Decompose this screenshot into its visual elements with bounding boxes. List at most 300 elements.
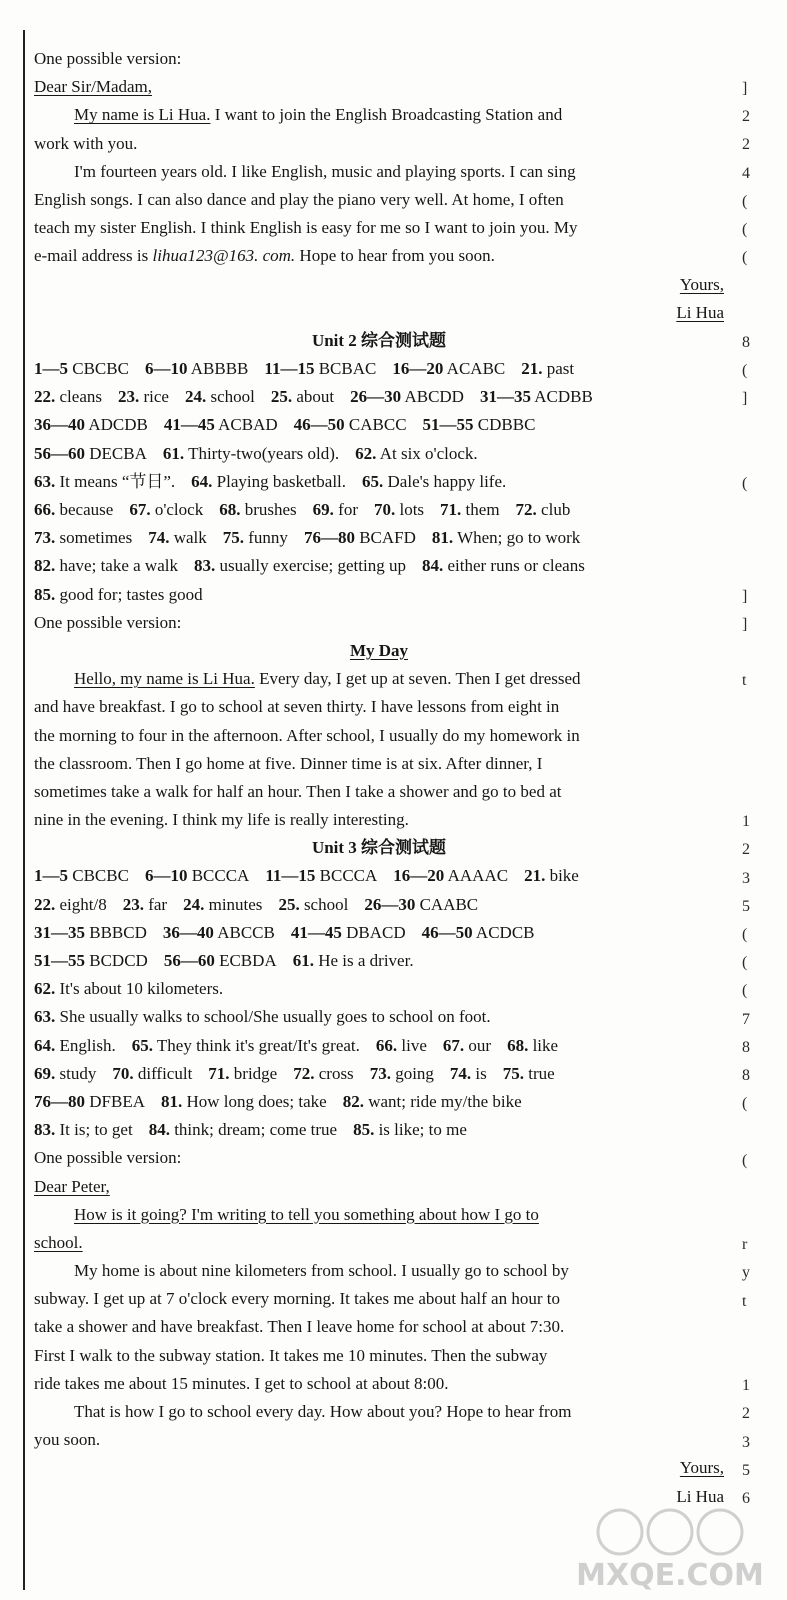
answer-item [34, 866, 129, 885]
question-number: 76—80 [303, 528, 355, 548]
answer-item [353, 1120, 467, 1139]
question-number: 61. [162, 443, 185, 463]
answer-item [185, 387, 255, 406]
question-number: 41—45 [290, 922, 342, 942]
answer-row [34, 891, 724, 919]
answer-item [164, 415, 278, 434]
answer-text: true [528, 1063, 555, 1083]
signature-text: Li Hua [676, 1486, 724, 1506]
question-number: 73. [34, 528, 56, 548]
answer-text: cleans [59, 387, 102, 407]
question-number: 46—50 [421, 922, 473, 942]
question-number: 16—20 [393, 866, 445, 886]
edge-fragment: ( [742, 249, 748, 267]
answer-text: ACDBB [534, 387, 593, 407]
margin-rule [23, 30, 25, 1590]
question-number: 31—35 [34, 922, 85, 942]
page-content [34, 45, 724, 1511]
answer-item [278, 895, 348, 914]
question-number: 69. [34, 1063, 56, 1083]
version-intro: One possible version: [34, 612, 182, 632]
question-number: 85. [34, 584, 56, 604]
salutation-text: Dear Sir/Madam, [34, 77, 153, 97]
letter-line: subway. I get up at 7 o'clock every morning. It takes me about half an hour to [34, 1289, 560, 1309]
answer-row [34, 975, 724, 1003]
question-number: 63. [34, 1007, 56, 1027]
question-number: 46—50 [293, 415, 345, 435]
question-number: 72. [293, 1063, 315, 1083]
edge-fragment: ( [742, 982, 748, 1000]
edge-fragment: 2 [742, 108, 750, 126]
essay-line: nine in the evening. I think my life is really interesting. [34, 810, 409, 830]
letter-line: I'm fourteen years old. I like English, music and playing sports. I can sing [74, 161, 576, 181]
essay-line: and have breakfast. I go to school at seven thirty. I have lessons from eight in [34, 697, 560, 717]
edge-fragment: 6 [742, 1490, 750, 1507]
edge-fragment: ( [742, 474, 748, 492]
letter-line [34, 1229, 724, 1257]
edge-fragment: ] [742, 80, 748, 97]
edge-fragment: 1 [742, 813, 750, 831]
answer-text: ACABC [446, 359, 506, 379]
answer-text: think; dream; come true [174, 1120, 338, 1140]
answer-item [161, 1092, 327, 1111]
letter-salutation [34, 1173, 724, 1201]
letter-closing [34, 1454, 724, 1482]
adjacent-page-edge [742, 80, 782, 1580]
edge-fragment: ] [742, 615, 748, 633]
line-text: Every day, I get up at seven. Then I get dressed [254, 669, 581, 689]
answer-item [148, 528, 207, 547]
essay-title-text: My Day [349, 640, 409, 660]
answer-item [343, 1092, 522, 1111]
question-number: 82. [342, 1091, 364, 1111]
answer-row [34, 524, 724, 552]
question-number: 72. [515, 500, 537, 519]
answer-item [521, 359, 574, 378]
letter-line: English songs. I can also dance and play the piano very well. At home, I often [34, 189, 564, 209]
question-number: 16—20 [392, 359, 444, 379]
answer-text: study [59, 1063, 97, 1083]
answer-text: them [465, 500, 500, 519]
edge-fragment: 1 [742, 1377, 750, 1395]
answer-text: rice [143, 387, 169, 407]
answer-text: ABBBB [190, 359, 249, 379]
letter-line: First I walk to the subway station. It takes me 10 minutes. Then the subway [34, 1345, 548, 1365]
answer-text: BBBCD [89, 922, 147, 942]
answer-text: It's about 10 kilometers. [59, 979, 224, 999]
question-number: 83. [193, 556, 216, 576]
answer-text: ABCCB [217, 922, 275, 942]
answer-text: How long does; take [186, 1091, 327, 1111]
answer-text: DECBA [89, 443, 147, 463]
edge-fragment: ] [742, 390, 748, 408]
question-number: 84. [421, 556, 444, 576]
letter-line [34, 242, 724, 270]
edge-fragment: ( [742, 221, 748, 238]
answer-text: want; ride my/the bike [368, 1091, 522, 1111]
answer-item [422, 556, 585, 575]
answer-text: school [303, 894, 349, 914]
underlined-opening: school. [34, 1232, 83, 1252]
answer-text: Thirty-two(years old). [188, 443, 340, 463]
answer-item [164, 951, 277, 970]
answer-text: CAABC [419, 894, 479, 914]
answer-text: bridge [233, 1063, 278, 1083]
question-number: 82. [34, 556, 56, 576]
answer-text: usually exercise; getting up [219, 556, 406, 576]
line-text: I want to join the English Broadcasting Station and [210, 105, 563, 125]
answer-text: bike [549, 866, 579, 886]
answer-item [34, 528, 132, 547]
version-intro: One possible version: [34, 49, 182, 68]
answer-text: Playing basketball. [216, 471, 347, 491]
answer-text: ACDCB [475, 922, 535, 942]
answer-text: ABCDD [404, 387, 464, 407]
letter-line: you soon. [34, 1430, 101, 1450]
question-number: 41—45 [163, 415, 215, 435]
question-number: 69. [312, 500, 334, 519]
question-number: 68. [219, 500, 241, 519]
answer-text: walk [173, 528, 207, 548]
question-number: 62. [355, 443, 377, 463]
answer-item [34, 359, 129, 378]
letter-line [34, 1201, 724, 1229]
answer-text: BCCCA [319, 866, 378, 886]
answer-item [355, 444, 478, 463]
edge-fragment: ( [742, 1151, 748, 1169]
question-number: 24. [183, 894, 205, 914]
edge-fragment: ( [742, 1095, 748, 1113]
question-number: 22. [34, 387, 56, 407]
letter-line [34, 101, 724, 129]
question-number: 67. [129, 500, 151, 519]
edge-fragment: 8 [742, 333, 750, 351]
question-number: 25. [278, 894, 300, 914]
question-number: 61. [292, 951, 314, 970]
signature-text: Li Hua [676, 302, 724, 322]
answer-item [34, 500, 113, 519]
question-number: 66. [34, 500, 56, 519]
answer-item [34, 472, 175, 491]
answer-row [34, 411, 724, 439]
line-text: Hope to hear from you soon. [295, 246, 495, 266]
answer-item [34, 895, 107, 914]
answer-row [34, 496, 724, 524]
answer-text: lots [399, 500, 425, 519]
answer-text: CBCBC [72, 359, 129, 379]
essay-line: the morning to four in the afternoon. After school, I usually do my homework in [34, 725, 580, 745]
answer-item [376, 1036, 427, 1055]
answer-item [129, 500, 203, 519]
question-number: 24. [184, 387, 207, 407]
question-number: 31—35 [479, 387, 531, 407]
question-number: 23. [117, 387, 140, 407]
answer-item [374, 500, 424, 519]
answer-row [34, 355, 724, 383]
letter-closing [34, 271, 724, 299]
answer-text: She usually walks to school/She usually goes to school on foot. [59, 1007, 491, 1027]
question-number: 83. [34, 1120, 56, 1140]
closing-text: Yours, [679, 274, 724, 294]
answer-item [223, 528, 288, 547]
answer-text: live [401, 1035, 427, 1055]
answer-item [34, 444, 147, 463]
answer-item [503, 1064, 555, 1083]
answer-item [191, 472, 346, 491]
answer-row [34, 440, 724, 468]
answer-text: either runs or cleans [447, 556, 585, 576]
question-number: 6—10 [144, 359, 188, 379]
answer-text: school [210, 387, 255, 407]
answer-item [516, 500, 571, 519]
answer-item [364, 895, 478, 914]
answer-text: good for; tastes good [59, 584, 203, 604]
letter-signature [34, 299, 724, 327]
answer-item [392, 359, 505, 378]
answer-item [208, 1064, 277, 1083]
edge-fragment: 2 [742, 136, 750, 154]
answer-text: sometimes [59, 528, 133, 548]
answer-item [265, 866, 377, 885]
question-number: 64. [191, 471, 213, 491]
answer-row [34, 1003, 724, 1031]
answer-text: CBCBC [72, 866, 129, 886]
line-text: e-mail address is [34, 246, 153, 266]
question-number: 26—30 [364, 894, 416, 914]
question-number: 36—40 [34, 415, 85, 435]
question-number: 81. [431, 528, 454, 548]
question-number: 26—30 [350, 387, 402, 407]
answer-text: past [546, 359, 575, 379]
answer-text: DFBEA [89, 1091, 145, 1111]
answer-text: DBACD [346, 922, 406, 942]
answer-row [34, 581, 724, 609]
question-number: 63. [34, 471, 56, 491]
edge-fragment: ( [742, 926, 748, 943]
answer-item [304, 528, 416, 547]
version-intro: One possible version: [34, 1148, 182, 1168]
answer-item [183, 895, 262, 914]
edge-fragment: 8 [742, 1038, 750, 1056]
answer-text: English. [59, 1035, 116, 1055]
answer-text: club [541, 500, 571, 519]
edge-fragment: y [742, 1264, 750, 1282]
answer-row [34, 552, 724, 580]
watermark-logo [560, 1500, 780, 1595]
answer-item [393, 866, 508, 885]
answer-text: for [338, 500, 358, 519]
answer-text: difficult [137, 1063, 193, 1083]
answer-item [34, 1120, 133, 1139]
answer-item [34, 1092, 145, 1111]
answer-text: BCDCD [89, 951, 148, 970]
question-number: 21. [524, 866, 546, 886]
question-number: 1—5 [34, 359, 68, 379]
essay-title [34, 637, 724, 665]
question-number: 56—60 [163, 951, 215, 970]
answer-text: ADCDB [88, 415, 148, 435]
answer-item [293, 951, 414, 970]
question-number: 23. [122, 894, 144, 914]
answer-text: CABCC [348, 415, 407, 435]
answer-row [34, 862, 724, 890]
answer-item [443, 1036, 491, 1055]
answer-item [362, 472, 506, 491]
answer-item [118, 387, 169, 406]
answer-item [480, 387, 593, 406]
edge-fragment: 2 [742, 1405, 750, 1423]
edge-fragment: 5 [742, 897, 750, 915]
answer-item [163, 923, 275, 942]
question-number: 36—40 [162, 922, 214, 942]
answer-item [34, 1007, 491, 1026]
edge-fragment: 2 [742, 841, 750, 859]
answer-text: BCAFD [359, 528, 416, 548]
answer-item [34, 1064, 96, 1083]
answer-text: funny [248, 528, 288, 548]
edge-fragment: t [742, 672, 747, 690]
edge-fragment: 3 [742, 869, 750, 887]
answer-item [432, 528, 580, 547]
letter-line: work with you. [34, 133, 138, 153]
edge-fragment: r [742, 1236, 748, 1254]
question-number: 75. [502, 1063, 525, 1083]
answer-item [507, 1036, 558, 1055]
question-number: 11—15 [264, 359, 315, 379]
answer-text: When; go to work [457, 528, 581, 548]
answer-text: going [395, 1063, 434, 1083]
essay-line: sometimes take a walk for half an hour. Then I take a shower and go to bed at [34, 781, 562, 801]
edge-fragment: ( [742, 362, 748, 379]
question-number: 21. [521, 359, 543, 379]
edge-fragment: 5 [742, 1461, 750, 1479]
answer-item [34, 979, 223, 998]
underlined-opening: Hello, my name is Li Hua. [74, 669, 255, 689]
answer-text: It means “节日”. [59, 471, 176, 491]
question-number: 84. [148, 1120, 170, 1140]
answer-item [34, 1036, 116, 1055]
edge-fragment: ( [742, 954, 748, 972]
question-number: 74. [148, 528, 170, 548]
unit2-answers [34, 355, 724, 609]
question-number: 85. [353, 1120, 375, 1140]
answer-item [145, 359, 248, 378]
question-number: 70. [373, 500, 396, 519]
answer-item [294, 415, 407, 434]
unit3-answers [34, 862, 724, 1144]
answer-text: because [59, 500, 114, 519]
answer-text: They think it's great/It's great. [156, 1035, 360, 1055]
essay-line: the classroom. Then I go home at five. Dinner time is at six. After dinner, I [34, 753, 543, 773]
answer-text: our [468, 1035, 492, 1055]
answer-text: BCCCA [191, 866, 250, 886]
answer-item [132, 1036, 360, 1055]
question-number: 51—55 [34, 951, 85, 970]
answer-row [34, 1060, 724, 1088]
answer-text: is [475, 1063, 487, 1083]
question-number: 56—60 [34, 443, 85, 463]
question-number: 74. [449, 1063, 472, 1083]
answer-item [264, 359, 376, 378]
answer-text: AAAAC [447, 866, 509, 886]
answer-item [524, 866, 579, 885]
answer-item [34, 556, 178, 575]
answer-item [34, 951, 148, 970]
question-number: 75. [222, 528, 245, 548]
answer-text: o'clock [154, 500, 204, 519]
answer-text: ECBDA [219, 951, 277, 970]
letter-line: My home is about nine kilometers from school. I usually go to school by [74, 1261, 569, 1281]
unit2-title: Unit 2 综合测试题 [311, 330, 447, 350]
question-number: 73. [369, 1063, 391, 1083]
answer-item [112, 1064, 192, 1083]
answer-row [34, 468, 724, 496]
edge-fragment: 8 [742, 1067, 750, 1084]
answer-item [370, 1064, 434, 1083]
salutation-text: Dear Peter, [34, 1176, 110, 1196]
letter-line: teach my sister English. I think English is easy for me so I want to join you. My [34, 218, 578, 238]
answer-text: have; take a walk [59, 556, 178, 576]
answer-item [350, 387, 464, 406]
answer-item [149, 1120, 337, 1139]
answer-text: eight/8 [59, 894, 107, 914]
question-number: 64. [34, 1035, 56, 1055]
question-number: 70. [112, 1063, 134, 1083]
answer-item [423, 415, 536, 434]
answer-text: about [296, 387, 335, 407]
edge-fragment: ] [742, 587, 748, 605]
question-number: 6—10 [144, 866, 188, 886]
answer-text: cross [318, 1063, 354, 1083]
question-number: 71. [440, 500, 462, 519]
edge-fragment: 7 [742, 1010, 750, 1028]
answer-item [34, 387, 102, 406]
answer-item [34, 415, 148, 434]
answer-item [34, 585, 203, 604]
answer-item [422, 923, 535, 942]
unit3-title: Unit 3 综合测试题 [311, 838, 447, 858]
answer-item [219, 500, 296, 519]
answer-item [440, 500, 500, 519]
letter-line: That is how I go to school every day. How about you? Hope to hear from [74, 1402, 572, 1421]
answer-row [34, 947, 724, 975]
essay-line [34, 665, 724, 693]
answer-text: far [148, 894, 168, 914]
question-number: 65. [362, 471, 384, 491]
edge-fragment: t [742, 1292, 747, 1310]
answer-text: brushes [244, 500, 297, 519]
answer-row [34, 919, 724, 947]
answer-text: It is; to get [59, 1120, 133, 1140]
answer-text: BCBAC [318, 359, 377, 379]
answer-item [450, 1064, 487, 1083]
question-number: 81. [160, 1091, 183, 1111]
answer-text: like [532, 1035, 559, 1055]
question-number: 11—15 [265, 866, 316, 886]
answer-item [145, 866, 249, 885]
answer-text: is like; to me [378, 1120, 467, 1140]
question-number: 65. [131, 1035, 153, 1055]
answer-row [34, 1116, 724, 1144]
answer-item [293, 1064, 353, 1083]
question-number: 68. [507, 1035, 529, 1055]
answer-item [163, 444, 339, 463]
closing-text: Yours, [679, 1458, 724, 1478]
question-number: 67. [442, 1035, 465, 1055]
answer-item [291, 923, 406, 942]
underlined-opening: My name is Li Hua. [74, 105, 211, 125]
edge-fragment: ( [742, 192, 748, 210]
